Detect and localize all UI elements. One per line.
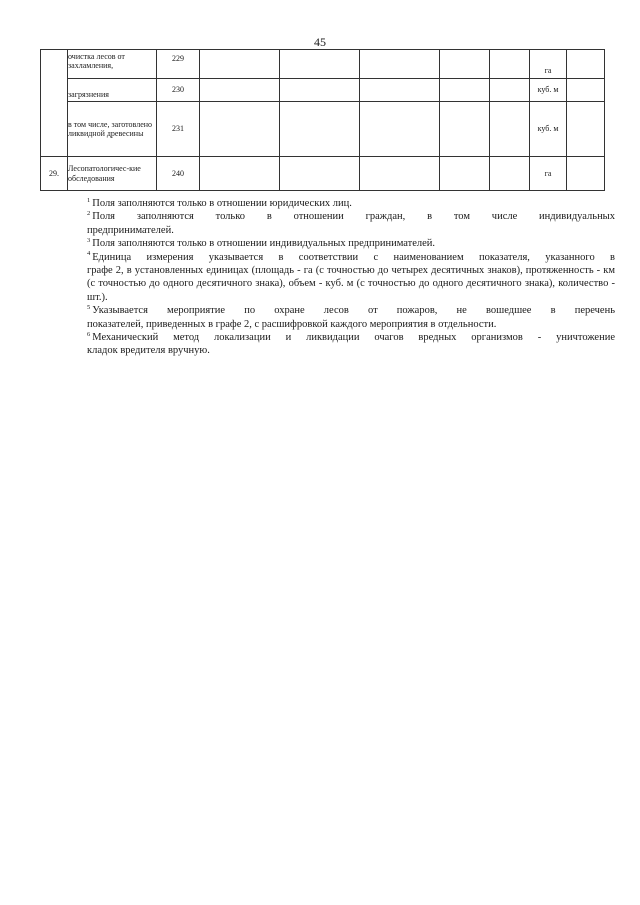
unit-cell: га xyxy=(530,50,567,79)
table-row xyxy=(41,79,605,102)
footnote-mark: 2 xyxy=(87,209,91,217)
unit-cell: га xyxy=(530,157,567,191)
data-cell xyxy=(200,102,280,157)
row-number-cell xyxy=(41,50,68,157)
footnote-mark: 4 xyxy=(87,250,91,258)
data-cell xyxy=(280,50,360,79)
data-cell xyxy=(280,157,360,191)
data-cell xyxy=(440,102,490,157)
data-cell xyxy=(490,79,530,102)
footnote-text: Поля заполняются только в отношении граждан, в том числе индивидуальных xyxy=(92,211,615,223)
data-cell xyxy=(280,102,360,157)
footnote-text: Поля заполняются только в отношении юридических лиц. xyxy=(92,198,352,209)
indicator-name-cell xyxy=(68,50,157,79)
indicator-name-line: загрязнения xyxy=(68,89,109,99)
data-cell xyxy=(567,102,605,157)
footnote-mark: 6 xyxy=(87,330,91,338)
row-code-cell: 231 xyxy=(157,102,200,157)
indicator-name-cell: Лесопатологичес-кие обследования xyxy=(68,157,157,191)
page-number: 45 xyxy=(314,35,326,49)
footnote-mark: 5 xyxy=(87,303,91,311)
footnote xyxy=(87,197,615,210)
footnote xyxy=(87,251,615,305)
data-cell xyxy=(490,157,530,191)
row-code-cell: 229 xyxy=(157,50,200,79)
data-cell xyxy=(440,157,490,191)
footnotes xyxy=(87,197,615,358)
footnote-continuation: предпринимателей. xyxy=(87,224,174,236)
data-cell xyxy=(360,79,440,102)
footnote-text: Единица измерения указывается в соответствии с наименованием показателя, указанного в xyxy=(92,251,615,263)
indicator-name-line: захламления, xyxy=(68,61,114,71)
footnote-mark: 3 xyxy=(87,236,91,244)
footnote xyxy=(87,304,615,331)
footnote-text: Механический метод локализации и ликвидации очагов вредных организмов - уничтожение xyxy=(92,332,615,344)
indicator-name-cell: в том числе, заготовлено ликвидной древесины xyxy=(68,102,157,157)
data-cell xyxy=(200,157,280,191)
data-cell xyxy=(440,50,490,79)
unit-cell: куб. м xyxy=(530,79,567,102)
data-cell xyxy=(567,157,605,191)
footnote-text: Указывается мероприятие по охране лесов от пожаров, не вошедшее в перечень xyxy=(92,305,615,317)
row-code-cell: 230 xyxy=(157,79,200,102)
footnote xyxy=(87,210,615,237)
table-row xyxy=(41,50,605,79)
footnote xyxy=(87,331,615,358)
data-cell xyxy=(490,50,530,79)
unit-cell: куб. м xyxy=(530,102,567,157)
data-cell xyxy=(440,79,490,102)
data-cell xyxy=(567,79,605,102)
footnote-mark: 1 xyxy=(87,196,91,204)
indicator-name-line: очистка лесов от xyxy=(68,52,125,61)
report-table xyxy=(40,49,605,191)
table-row xyxy=(41,157,605,191)
data-cell xyxy=(360,50,440,79)
table-row xyxy=(41,102,605,157)
data-cell xyxy=(280,79,360,102)
footnote-text: Поля заполняются только в отношении индивидуальных предпринимателей. xyxy=(92,238,436,250)
footnote-continuation: кладок вредителя вручную. xyxy=(87,345,210,357)
data-cell xyxy=(200,50,280,79)
data-cell xyxy=(567,50,605,79)
footnote xyxy=(87,237,615,250)
row-number-cell: 29. xyxy=(41,157,68,191)
footnote-continuation: показателей, приведенных в графе 2, с расшифровкой каждого мероприятия в отдельности. xyxy=(87,318,497,330)
data-cell xyxy=(360,157,440,191)
data-cell xyxy=(200,79,280,102)
footnote-continuation: графе 2, в установленных единицах (площадь - га (с точностью до четырех десятичных знаков), протяженность - км (с точностью до одного десятичного знака), объем - куб. м (с точностью до одного десятичного знака), количество - шт.). xyxy=(87,265,615,303)
indicator-name-cell xyxy=(68,79,157,102)
data-cell xyxy=(490,102,530,157)
data-cell xyxy=(360,102,440,157)
row-code-cell: 240 xyxy=(157,157,200,191)
